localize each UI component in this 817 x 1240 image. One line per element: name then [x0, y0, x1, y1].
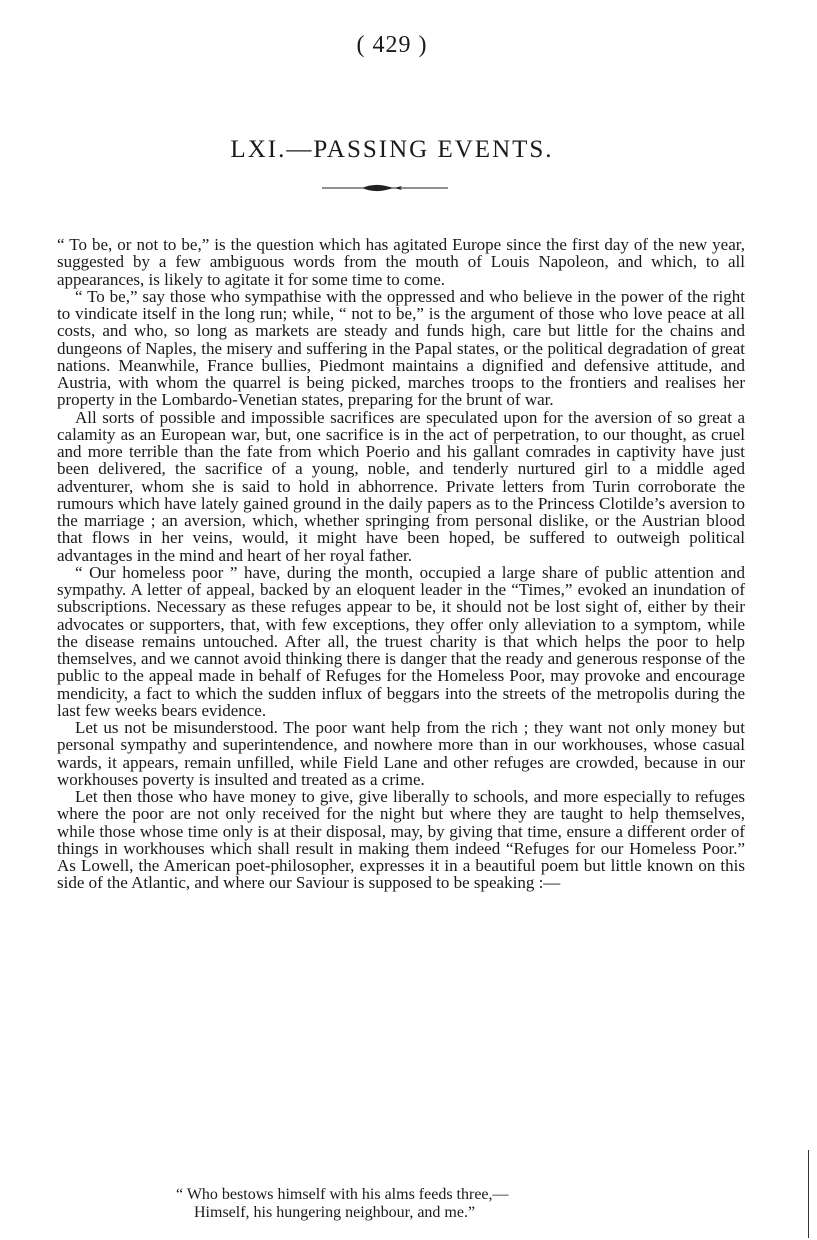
paragraph-5: Let us not be misunderstood. The poor want help from the rich ; they want not only money but personal sympathy and superintendence, and nowhere more than in our workhouses, whose casual wards, it appears, remain unfilled, while Field Lane and other refuges are crowded, because in our workhouses poverty is insulted and treated as a crime. [57, 718, 745, 789]
verse-line-1: “ Who bestows himself with his alms feeds three,— [176, 1186, 509, 1203]
paragraph-6: Let then those who have money to give, give liberally to schools, and more especially to refuges where the poor are not only received for the night but where they are taught to help themselves, while those whose time only is at their disposal, may, by giving that time, ensure a different order of things in workhouses which shall result in making them indeed “Refuges for our Homeless Poor.” As Lowell, the American poet-philosopher, expresses it in a beautiful poem but little known on this side of the Atlantic, and where our Saviour is supposed to be speaking :— [57, 787, 745, 893]
paragraph-1: “ To be, or not to be,” is the question which has agitated Europe since the first day of the new year, suggested by a few ambiguous words from the mouth of Louis Napoleon, and which, to all appearances, is likely to agitate it for some time to come. [57, 235, 745, 289]
title-ornament [322, 181, 448, 195]
verse-line-2: Himself, his hungering neighbour, and me.” [194, 1204, 476, 1221]
page-number: ( 429 ) [356, 32, 428, 58]
paragraph-2: “ To be,” say those who sympathise with the oppressed and who believe in the power of the right to vindicate itself in the long run; while, “ not to be,” is the argument of those who love peace at all costs, and who, so long as markets are steady and funds high, care but little for the chains and dungeons of Naples, the misery and suffering in the Papal states, or the political degradation of great nations. Meanwhile, France bullies, Piedmont maintains a dignified and defensive attitude, and Austria, with whom the quarrel is being picked, marches troops to the frontiers and realises her property in the Lombardo-Venetian states, preparing for the brunt of war. [57, 286, 745, 410]
paragraph-3: All sorts of possible and impossible sacrifices are speculated upon for the aversion of so great a calamity as an European war, but, one sacrifice is in the act of perpetration, to our thought, as cruel and more terrible than the fate from which Poerio and his gallant comrades in captivity have just been delivered, the sacrifice of a young, noble, and tenderly nurtured girl to a middle aged adventurer, whom she is said to hold in abhorrence. Private letters from Turin corroborate the rumours which have lately gained ground in the daily papers as to the Princess Clotilde’s aversion to the marriage ; an aversion, which, whether springing from personal dislike, or the Austrian blood that flows in her veins, would, it might have been hoped, be suffered to outweigh political advantages in the mind and heart of her royal father. [57, 407, 745, 565]
article-title: LXI.—PASSING EVENTS. [230, 136, 554, 163]
margin-rule [808, 1150, 809, 1238]
article-body [57, 236, 745, 892]
verse-quotation [176, 1186, 696, 1222]
paragraph-4: “ Our homeless poor ” have, during the month, occupied a large share of public attention and sympathy. A letter of appeal, backed by an eloquent leader in the “Times,” evoked an inundation of subscriptions. Necessary as these refuges appear to be, it should not be lost sight of, either by their advocates or supporters, that, with few exceptions, they offer only alleviation to a symptom, while the disease remains untouched. After all, the truest charity is that which helps the poor to help themselves, and we cannot avoid thinking there is danger that the ready and generous response of the public to the appeal made in behalf of Refuges for the Homeless Poor, may provoke and encourage mendicity, a fact to which the sudden influx of beggars into the streets of the metropolis during the last few weeks bears evidence. [57, 562, 745, 720]
